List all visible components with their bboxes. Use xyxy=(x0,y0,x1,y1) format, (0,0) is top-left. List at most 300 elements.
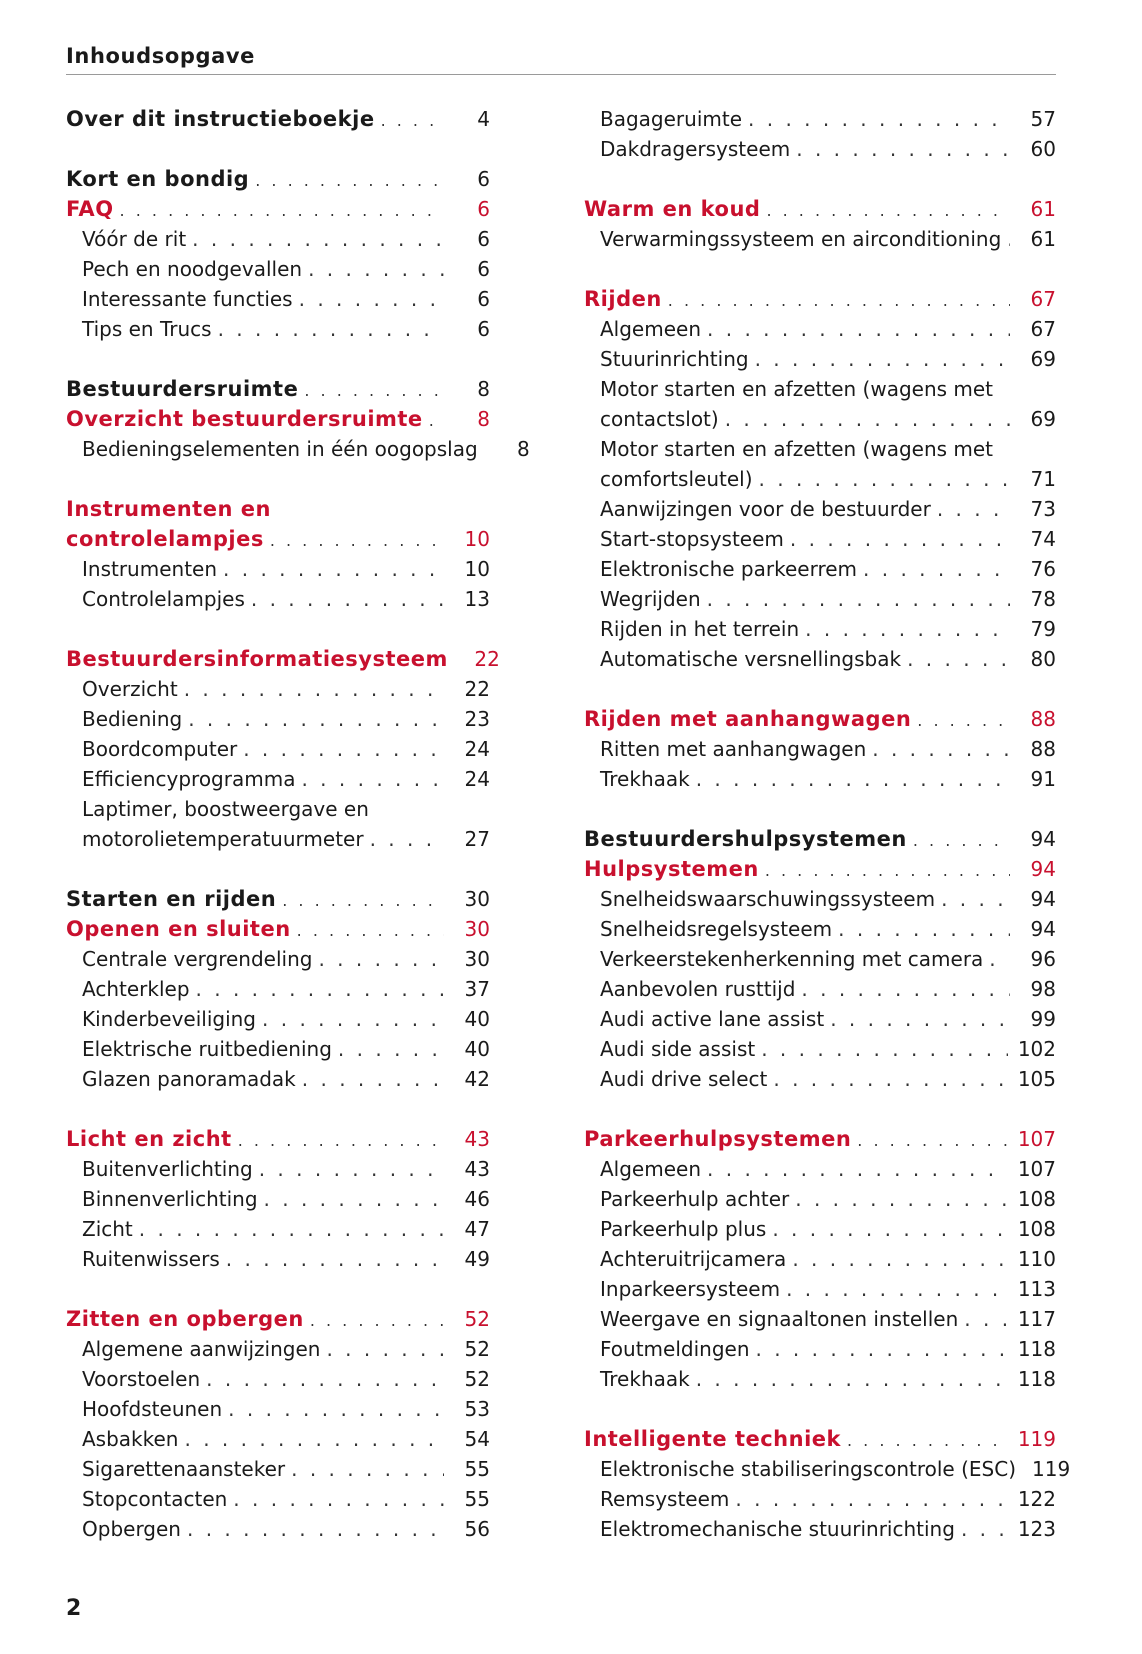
toc-entry[interactable] xyxy=(66,1424,490,1454)
toc-entry[interactable] xyxy=(584,914,1056,944)
toc-entry[interactable] xyxy=(66,974,490,1004)
toc-title: Openen en sluiten xyxy=(66,917,291,941)
toc-page: 40 xyxy=(464,1037,490,1061)
toc-page: 110 xyxy=(1017,1247,1056,1271)
toc-title: Aanwijzingen voor de bestuurder xyxy=(600,497,931,521)
toc-title: Wegrijden xyxy=(600,587,701,611)
toc-chapter[interactable] xyxy=(584,824,1056,854)
toc-page: 98 xyxy=(1030,977,1056,1001)
toc-section[interactable] xyxy=(66,524,490,554)
toc-page: 67 xyxy=(1030,317,1056,341)
toc-page: 46 xyxy=(464,1187,490,1211)
toc-entry[interactable] xyxy=(584,524,1056,554)
toc-entry[interactable] xyxy=(66,584,490,614)
toc-leader xyxy=(238,1126,444,1156)
toc-page: 88 xyxy=(1030,737,1056,761)
toc-title: Interessante functies xyxy=(82,287,293,311)
toc-entry[interactable] xyxy=(66,1364,490,1394)
toc-title: Snelheidswaarschuwingssysteem xyxy=(600,887,936,911)
toc-title: Binnenverlichting xyxy=(82,1187,258,1211)
toc-page: 74 xyxy=(1030,527,1056,551)
toc-leader xyxy=(761,1034,1008,1064)
toc-leader xyxy=(188,704,444,734)
toc-entry[interactable] xyxy=(584,1514,1056,1544)
page-header-title: Inhoudsopgave xyxy=(66,44,1056,75)
toc-title: Boordcomputer xyxy=(82,737,238,761)
toc-entry[interactable] xyxy=(66,1454,490,1484)
toc-title: Parkeerhulpsystemen xyxy=(584,1127,852,1151)
toc-title: Rijden met aanhangwagen xyxy=(584,707,912,731)
toc-leader xyxy=(735,1484,1007,1514)
toc-column-right xyxy=(584,104,1071,1544)
toc-page: 67 xyxy=(1030,287,1056,311)
toc-page: 122 xyxy=(1017,1487,1056,1511)
toc-title: Instrumenten xyxy=(82,557,218,581)
toc-leader xyxy=(773,1064,1007,1094)
toc-page: 60 xyxy=(1030,137,1056,161)
toc-entry[interactable] xyxy=(584,404,1056,434)
toc-page: 80 xyxy=(1030,647,1056,671)
toc-page: 107 xyxy=(1017,1127,1056,1151)
toc-leader xyxy=(961,1514,1008,1544)
toc-page: 117 xyxy=(1017,1307,1056,1331)
toc-title: Elektromechanische stuurinrichting xyxy=(600,1517,955,1541)
toc-page: 108 xyxy=(1017,1187,1056,1211)
toc-entry[interactable] xyxy=(584,224,1056,254)
toc-title: Foutmeldingen xyxy=(600,1337,750,1361)
toc-leader xyxy=(725,404,1010,434)
toc-entry[interactable] xyxy=(584,1034,1056,1064)
toc-entry[interactable] xyxy=(66,224,490,254)
toc-title: Glazen panoramadak xyxy=(82,1067,296,1091)
toc-column-left xyxy=(66,104,530,1544)
toc-entry[interactable] xyxy=(66,1334,490,1364)
toc-title: Pech en noodgevallen xyxy=(82,257,303,281)
toc-entry[interactable] xyxy=(66,254,490,284)
toc-page: 105 xyxy=(1017,1067,1056,1091)
toc-leader xyxy=(755,344,1010,374)
toc-leader xyxy=(264,1184,444,1214)
toc-page: 61 xyxy=(1030,197,1056,221)
toc-leader xyxy=(318,944,444,974)
toc-page: 27 xyxy=(464,827,490,851)
toc-page: 37 xyxy=(464,977,490,1001)
toc-title: Voorstoelen xyxy=(82,1367,201,1391)
toc-leader xyxy=(964,1304,1008,1334)
toc-page: 10 xyxy=(464,557,490,581)
toc-title: Audi active lane assist xyxy=(600,1007,825,1031)
toc-section[interactable] xyxy=(66,1304,490,1334)
toc-leader xyxy=(251,584,444,614)
toc-entry[interactable] xyxy=(584,464,1056,494)
toc-leader xyxy=(297,916,444,946)
toc-entry[interactable] xyxy=(584,1004,1056,1034)
toc-section-line1[interactable] xyxy=(66,494,490,524)
toc-entry[interactable] xyxy=(584,1334,1056,1364)
toc-section[interactable] xyxy=(584,854,1056,884)
toc-entry[interactable] xyxy=(584,764,1056,794)
toc-title: Automatische versnellingsbak xyxy=(600,647,902,671)
toc-page: 6 xyxy=(477,287,490,311)
toc-page: 79 xyxy=(1030,617,1056,641)
toc-leader xyxy=(302,1064,444,1094)
toc-title: Stopcontacten xyxy=(82,1487,228,1511)
toc-chapter[interactable] xyxy=(66,374,490,404)
toc-title: Aanbevolen rusttijd xyxy=(600,977,796,1001)
toc-entry[interactable] xyxy=(584,974,1056,1004)
toc-entry[interactable] xyxy=(584,344,1056,374)
toc-title: Overzicht xyxy=(82,677,178,701)
toc-entry[interactable] xyxy=(584,494,1056,524)
toc-entry[interactable] xyxy=(66,1154,490,1184)
toc-leader xyxy=(696,1364,1008,1394)
toc-title: Kort en bondig xyxy=(66,167,250,191)
toc-page: 30 xyxy=(464,947,490,971)
toc-leader xyxy=(226,1244,444,1274)
toc-title: Motor starten en afzetten (wagens met xyxy=(600,377,994,401)
toc-entry-line1[interactable] xyxy=(584,374,1056,404)
toc-entry[interactable] xyxy=(66,1244,490,1274)
toc-title: Inparkeersysteem xyxy=(600,1277,781,1301)
toc-leader xyxy=(707,584,1010,614)
toc-entry[interactable] xyxy=(66,764,490,794)
toc-entry[interactable] xyxy=(584,1454,1071,1484)
toc-leader xyxy=(792,1244,1008,1274)
toc-entry[interactable] xyxy=(584,134,1056,164)
toc-title: Rijden xyxy=(584,287,662,311)
toc-title: Tips en Trucs xyxy=(82,317,212,341)
toc-leader xyxy=(270,526,444,556)
toc-page: 8 xyxy=(516,437,530,461)
toc-leader xyxy=(913,826,1010,856)
toc-title: Ruitenwissers xyxy=(82,1247,220,1271)
toc-leader xyxy=(291,1454,444,1484)
toc-entry[interactable] xyxy=(66,1484,490,1514)
toc-entry[interactable] xyxy=(66,314,490,344)
toc-page: 69 xyxy=(1030,407,1056,431)
toc-title: Elektronische stabiliseringscontrole (ESC) xyxy=(600,1457,1016,1481)
toc-entry[interactable] xyxy=(584,1364,1056,1394)
toc-entry[interactable] xyxy=(584,1064,1056,1094)
toc-title: comfortsleutel) xyxy=(600,467,753,491)
toc-leader xyxy=(801,974,1010,1004)
toc-title: Bestuurdersinformatiesysteem xyxy=(66,647,448,671)
toc-section[interactable] xyxy=(584,1124,1056,1154)
toc-entry[interactable] xyxy=(66,1514,490,1544)
toc-leader xyxy=(223,554,444,584)
toc-leader xyxy=(907,644,1010,674)
toc-page: 42 xyxy=(464,1067,490,1091)
toc-title: Verkeerstekenherkenning met camera xyxy=(600,947,984,971)
toc-page: 57 xyxy=(1030,107,1056,131)
toc-entry[interactable] xyxy=(66,1004,490,1034)
toc-entry[interactable] xyxy=(66,944,490,974)
toc-leader xyxy=(668,286,1010,316)
toc-page: 22 xyxy=(464,677,490,701)
toc-page: 52 xyxy=(464,1367,490,1391)
toc-page: 73 xyxy=(1030,497,1056,521)
toc-entry[interactable] xyxy=(584,1244,1056,1274)
toc-entry[interactable] xyxy=(66,554,490,584)
toc-page: 96 xyxy=(1030,947,1056,971)
toc-page: 24 xyxy=(464,767,490,791)
toc-page: 52 xyxy=(464,1337,490,1361)
toc-leader xyxy=(941,884,1010,914)
toc-leader xyxy=(766,196,1010,226)
toc-title: Hulpsystemen xyxy=(584,857,759,881)
toc-title: Verwarmingssysteem en airconditioning xyxy=(600,227,1002,251)
toc-leader xyxy=(696,764,1010,794)
toc-section[interactable] xyxy=(584,194,1056,224)
toc-leader xyxy=(805,614,1010,644)
toc-title: Stuurinrichting xyxy=(600,347,749,371)
toc-title: Asbakken xyxy=(82,1427,179,1451)
toc-leader xyxy=(830,1004,1010,1034)
toc-leader xyxy=(863,554,1010,584)
toc-page: 53 xyxy=(464,1397,490,1421)
toc-page: 54 xyxy=(464,1427,490,1451)
toc-leader xyxy=(937,494,1010,524)
toc-section[interactable] xyxy=(66,1124,490,1154)
toc-leader xyxy=(795,1184,1008,1214)
toc-entry-line1[interactable] xyxy=(584,434,1056,464)
toc-entry[interactable] xyxy=(66,1394,490,1424)
toc-page: 102 xyxy=(1017,1037,1056,1061)
toc-entry[interactable] xyxy=(66,734,490,764)
toc-leader xyxy=(756,1334,1008,1364)
toc-title: Bestuurdershulpsystemen xyxy=(584,827,907,851)
toc-title: Audi side assist xyxy=(600,1037,756,1061)
toc-title: Laptimer, boostweergave en xyxy=(82,797,369,821)
toc-title: Licht en zicht xyxy=(66,1127,232,1151)
toc-leader xyxy=(381,106,444,136)
toc-section[interactable] xyxy=(66,404,490,434)
toc-entry[interactable] xyxy=(66,824,490,854)
toc-title: Zicht xyxy=(82,1217,133,1241)
toc-entry[interactable] xyxy=(584,1214,1056,1244)
toc-section[interactable] xyxy=(584,1424,1056,1454)
toc-page: 71 xyxy=(1030,467,1056,491)
toc-title: Bediening xyxy=(82,707,183,731)
toc-title: Parkeerhulp plus xyxy=(600,1217,767,1241)
toc-title: Motor starten en afzetten (wagens met xyxy=(600,437,994,461)
toc-title: FAQ xyxy=(66,197,114,221)
toc-leader xyxy=(790,524,1010,554)
toc-leader xyxy=(184,674,444,704)
page-number: 2 xyxy=(66,1596,82,1621)
toc-leader xyxy=(233,1484,444,1514)
toc-page: 78 xyxy=(1030,587,1056,611)
toc-page: 24 xyxy=(464,737,490,761)
toc-entry[interactable] xyxy=(66,1184,490,1214)
toc-section[interactable] xyxy=(584,284,1056,314)
toc-leader xyxy=(228,1394,444,1424)
toc-entry[interactable] xyxy=(584,644,1056,674)
toc-entry[interactable] xyxy=(584,1304,1056,1334)
toc-leader xyxy=(255,166,444,196)
toc-page: 94 xyxy=(1030,827,1056,851)
toc-leader xyxy=(192,224,444,254)
toc-leader xyxy=(218,314,444,344)
toc-entry[interactable] xyxy=(584,1484,1056,1514)
toc-title: Ritten met aanhangwagen xyxy=(600,737,867,761)
toc-title: Rijden in het terrein xyxy=(600,617,800,641)
toc-title: Instrumenten en xyxy=(66,497,271,521)
toc-leader xyxy=(304,376,444,406)
toc-page: 6 xyxy=(477,197,490,221)
toc-leader xyxy=(429,406,444,436)
toc-title: Sigarettenaansteker xyxy=(82,1457,286,1481)
toc-title: Hoofdsteunen xyxy=(82,1397,223,1421)
toc-leader xyxy=(139,1214,444,1244)
toc-section[interactable] xyxy=(584,704,1056,734)
toc-leader xyxy=(765,856,1010,886)
toc-page: 30 xyxy=(464,887,490,911)
toc-entry[interactable] xyxy=(584,614,1056,644)
toc-leader xyxy=(262,1004,444,1034)
toc-title: Start-stopsysteem xyxy=(600,527,784,551)
toc-title: Warm en koud xyxy=(584,197,761,221)
toc-entry[interactable] xyxy=(66,434,530,464)
toc-entry[interactable] xyxy=(584,1274,1056,1304)
toc-leader xyxy=(847,1426,1008,1456)
toc-title: Centrale vergrendeling xyxy=(82,947,313,971)
toc-title: Elektrische ruitbediening xyxy=(82,1037,332,1061)
toc-page: 108 xyxy=(1017,1217,1056,1241)
toc-title: Overzicht bestuurdersruimte xyxy=(66,407,423,431)
toc-page: 49 xyxy=(464,1247,490,1271)
toc-title: motorolietemperatuurmeter xyxy=(82,827,364,851)
toc-entry[interactable] xyxy=(584,944,1056,974)
toc-entry[interactable] xyxy=(584,884,1056,914)
toc-title: Buitenverlichting xyxy=(82,1157,253,1181)
toc-title: Dakdragersysteem xyxy=(600,137,791,161)
toc-leader xyxy=(308,254,444,284)
toc-page: 76 xyxy=(1030,557,1056,581)
toc-leader xyxy=(370,824,444,854)
toc-leader xyxy=(707,314,1010,344)
toc-page: 47 xyxy=(464,1217,490,1241)
toc-title: controlelampjes xyxy=(66,527,264,551)
toc-leader xyxy=(989,944,1010,974)
toc-section[interactable] xyxy=(66,644,500,674)
toc-page: 8 xyxy=(477,377,490,401)
toc-page: 94 xyxy=(1030,857,1056,881)
toc-entry[interactable] xyxy=(584,554,1056,584)
toc-leader xyxy=(187,1514,444,1544)
toc-page: 43 xyxy=(464,1157,490,1181)
toc-page: 94 xyxy=(1030,887,1056,911)
toc-entry[interactable] xyxy=(584,584,1056,614)
toc-page: 119 xyxy=(1017,1427,1056,1451)
toc-title: Efficiencyprogramma xyxy=(82,767,296,791)
toc-title: Elektronische parkeerrem xyxy=(600,557,858,581)
toc-leader xyxy=(206,1364,444,1394)
toc-entry[interactable] xyxy=(66,1064,490,1094)
toc-title: Snelheidsregelsysteem xyxy=(600,917,833,941)
toc-title: Achterklep xyxy=(82,977,190,1001)
toc-title: Remsysteem xyxy=(600,1487,730,1511)
toc-entry-line1[interactable] xyxy=(66,794,490,824)
toc-title: Trekhaak xyxy=(600,767,690,791)
toc-title: Bagageruimte xyxy=(600,107,743,131)
toc-leader xyxy=(243,734,444,764)
toc-entry[interactable] xyxy=(584,1154,1056,1184)
toc-page: 13 xyxy=(464,587,490,611)
toc-entry[interactable] xyxy=(584,734,1056,764)
toc-title: Weergave en signaaltonen instellen xyxy=(600,1307,959,1331)
toc-title: Opbergen xyxy=(82,1517,181,1541)
toc-leader xyxy=(326,1334,444,1364)
toc-page: 61 xyxy=(1030,227,1056,251)
toc-title: Parkeerhulp achter xyxy=(600,1187,790,1211)
toc-section[interactable] xyxy=(66,914,490,944)
toc-page: 8 xyxy=(477,407,490,431)
toc-entry[interactable] xyxy=(66,704,490,734)
toc-page: 56 xyxy=(464,1517,490,1541)
toc-page: 119 xyxy=(1032,1457,1071,1481)
toc-title: Intelligente techniek xyxy=(584,1427,841,1451)
toc-page: 23 xyxy=(464,707,490,731)
toc-page: 118 xyxy=(1017,1367,1056,1391)
toc-title: Bestuurdersruimte xyxy=(66,377,299,401)
toc-leader xyxy=(796,134,1010,164)
toc-page: 6 xyxy=(477,317,490,341)
toc-chapter[interactable] xyxy=(66,164,490,194)
toc-page: 107 xyxy=(1017,1157,1056,1181)
toc-title: Over dit instructieboekje xyxy=(66,107,375,131)
toc-leader xyxy=(748,104,1010,134)
toc-page: 22 xyxy=(474,647,500,671)
toc-leader xyxy=(310,1306,444,1336)
toc-leader xyxy=(299,284,444,314)
toc-entry[interactable] xyxy=(66,1214,490,1244)
toc-leader xyxy=(282,886,444,916)
toc-page: 6 xyxy=(477,257,490,281)
toc-page: 10 xyxy=(464,527,490,551)
toc-page: 4 xyxy=(477,107,490,131)
toc-page: 30 xyxy=(464,917,490,941)
toc-chapter[interactable] xyxy=(66,104,490,134)
toc-leader xyxy=(872,734,1010,764)
toc-page: 94 xyxy=(1030,917,1056,941)
toc-title: Algemeen xyxy=(600,317,702,341)
toc-entry[interactable] xyxy=(584,314,1056,344)
toc-page: 55 xyxy=(464,1487,490,1511)
toc-entry[interactable] xyxy=(66,1034,490,1064)
toc-chapter[interactable] xyxy=(66,884,490,914)
toc-entry[interactable] xyxy=(584,104,1056,134)
toc-title: Audi drive select xyxy=(600,1067,768,1091)
toc-title: Kinderbeveiliging xyxy=(82,1007,257,1031)
toc-title: Starten en rijden xyxy=(66,887,277,911)
toc-leader xyxy=(857,1126,1008,1156)
toc-leader xyxy=(707,1154,1008,1184)
toc-page: 99 xyxy=(1030,1007,1056,1031)
toc-entry[interactable] xyxy=(66,284,490,314)
toc-entry[interactable] xyxy=(584,1184,1056,1214)
toc-leader xyxy=(120,196,444,226)
toc-leader xyxy=(917,706,1010,736)
toc-title: Bedieningselementen in één oogopslag xyxy=(82,437,478,461)
toc-section[interactable] xyxy=(66,194,490,224)
toc-page: 88 xyxy=(1030,707,1056,731)
toc-leader xyxy=(772,1214,1008,1244)
toc-title: Vóór de rit xyxy=(82,227,187,251)
toc-page: 118 xyxy=(1017,1337,1056,1361)
toc-entry[interactable] xyxy=(66,674,490,704)
toc-leader xyxy=(301,764,444,794)
